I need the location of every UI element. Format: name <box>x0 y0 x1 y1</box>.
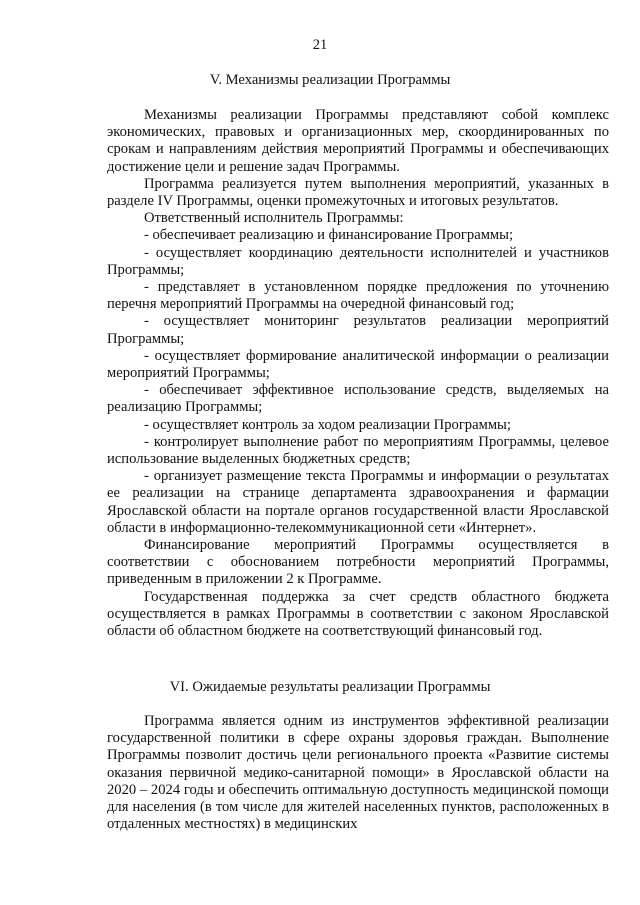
paragraph: Финансирование мероприятий Программы осуществляется в соответствии с обоснованием потребности мероприятий Программы, приведенным в приложении 2 к Программе. <box>107 537 609 588</box>
page-number: 21 <box>312 37 328 53</box>
list-item: - осуществляет формирование аналитической информации о реализации мероприятий Программы; <box>107 347 609 382</box>
list-item: - осуществляет мониторинг результатов реализации мероприятий Программы; <box>107 313 609 347</box>
paragraph: Программа является одним из инструментов эффективной реализации государственной политики в сфере охраны здоровья граждан. Выполнение Программы позволит достичь цели регионального проекта «Развитие системы оказания первичной медико-санитарной помощи» в Ярославской области на 2020 – 2024 годы и обеспечить оптимальную доступность медицинской помощи для населения (в том числе для жителей населенных пунктов, расположенных в отдаленных местностях) в медицинских <box>107 713 609 833</box>
section-6-body <box>107 713 609 833</box>
section-5-body <box>107 107 609 640</box>
paragraph: Ответственный исполнитель Программы: <box>144 210 404 227</box>
list-item: - обеспечивает эффективное использование средств, выделяемых на реализацию Программы; <box>107 382 609 416</box>
list-item: - обеспечивает реализацию и финансирование Программы; <box>144 227 514 244</box>
paragraph: Механизмы реализации Программы представляют собой комплекс экономических, правовых и организационных мер, скоординированных по срокам и направлениям действия мероприятий Программы и обеспечивающих достижение цели и решение задач Программы. <box>107 107 609 175</box>
list-item: - контролирует выполнение работ по мероприятиям Программы, целевое использование выделенных бюджетных средств; <box>107 433 609 468</box>
paragraph: Государственная поддержка за счет средств областного бюджета осуществляется в рамках Программы в соответствии с законом Ярославской области об областном бюджете на соответствующий финансовый год. <box>107 588 609 640</box>
section-5-heading: V. Механизмы реализации Программы <box>209 72 451 88</box>
list-item: - представляет в установленном порядке предложения по уточнению перечня мероприятий Программы на очередной финансовый год; <box>107 279 609 313</box>
list-item: - осуществляет координацию деятельности исполнителей и участников Программы; <box>107 244 609 278</box>
paragraph: Программа реализуется путем выполнения мероприятий, указанных в разделе IV Программы, оценки промежуточных и итоговых результатов. <box>107 175 609 210</box>
list-item: - осуществляет контроль за ходом реализации Программы; <box>144 416 511 433</box>
section-6-heading: VI. Ожидаемые результаты реализации Программы <box>169 679 491 695</box>
list-item: - организует размещение текста Программы и информации о результатах ее реализации на странице департамента здравоохранения и фармации Ярославской области на портале органов государственной власти Ярославской области в информационно-телекоммуникационной сети «Интернет». <box>107 468 609 536</box>
